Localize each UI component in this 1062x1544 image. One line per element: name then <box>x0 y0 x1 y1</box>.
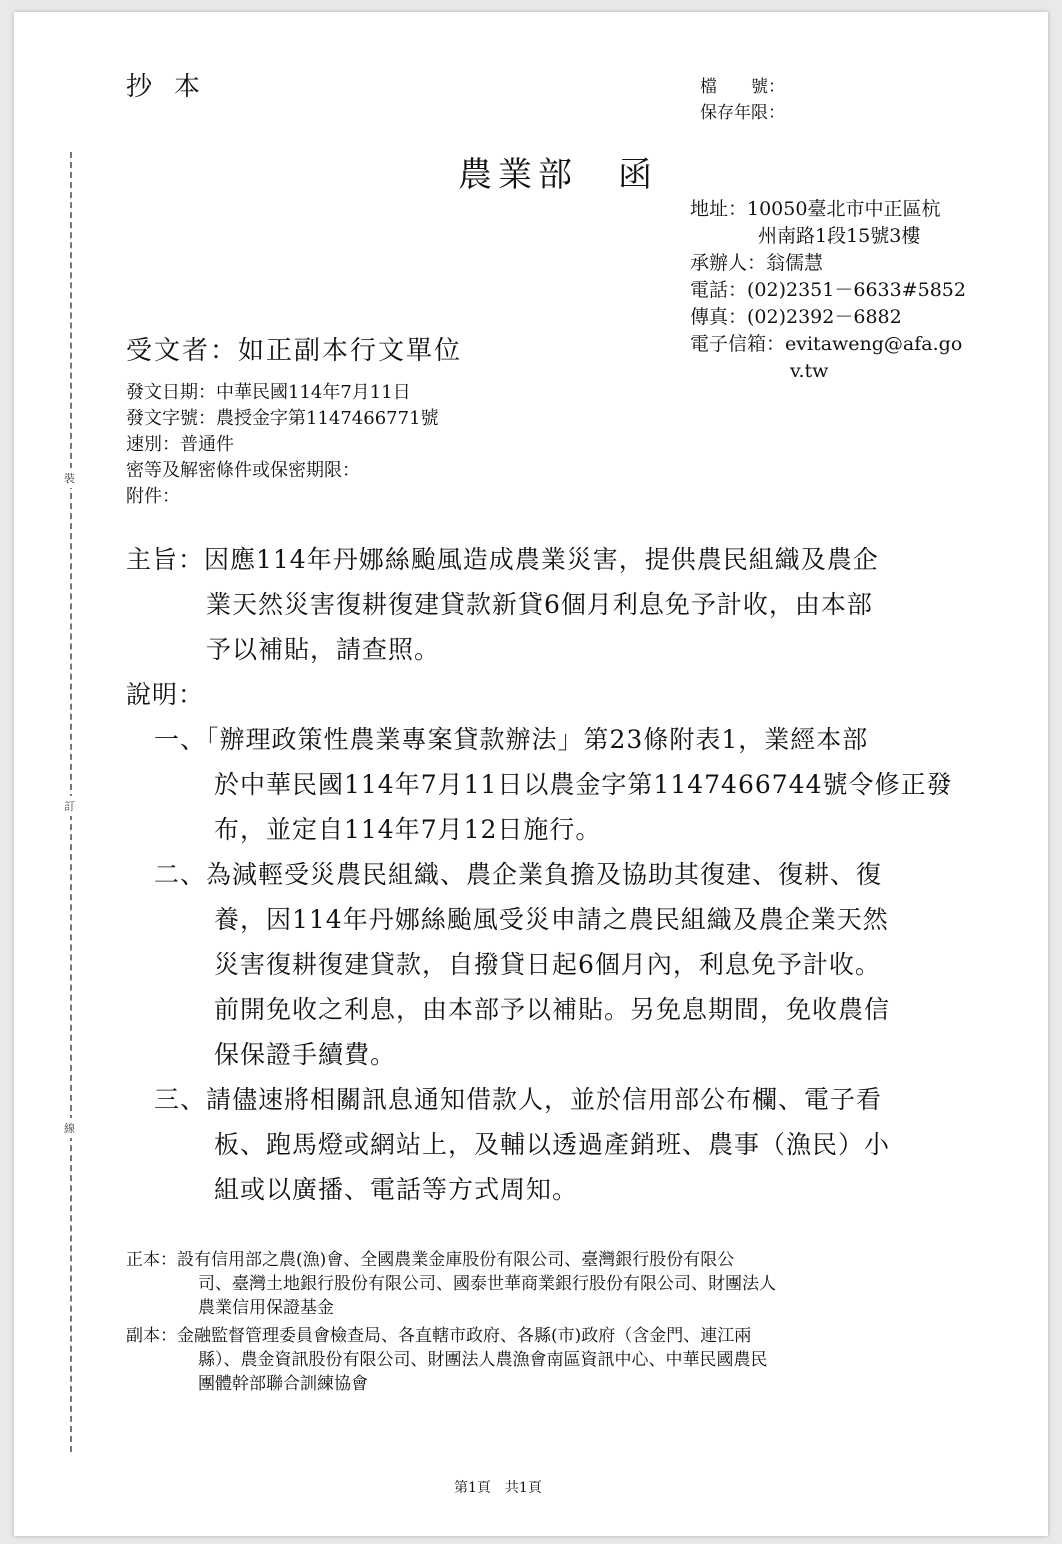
phone: 電話：(02)2351－6633#5852 <box>690 279 966 301</box>
item-line: 保保證手續費。 <box>214 1040 397 1069</box>
item-line: 災害復耕復建貸款，自撥貸日起6個月內，利息免予計收。 <box>214 950 881 979</box>
email-line-1: 電子信箱：evitaweng@afa.go <box>690 333 963 355</box>
secrecy-level: 密等及解密條件或保密期限： <box>126 460 360 481</box>
item-line: 三、請儘速將相關訊息通知借款人，並於信用部公布欄、電子看 <box>154 1085 883 1114</box>
binding-mark-ding: 訂 <box>64 796 75 816</box>
item-line: 一、「辦理政策性農業專案貸款辦法」第23條附表1，業經本部 <box>154 725 869 754</box>
recipient: 受文者：如正副本行文單位 <box>126 336 463 366</box>
item-line: 養，因114年丹娜絲颱風受災申請之農民組織及農企業天然 <box>214 905 889 934</box>
issue-date: 發文日期：中華民國114年7月11日 <box>126 382 411 403</box>
subject-line: 業天然災害復耕復建貸款新貸6個月利息免予計收，由本部 <box>206 590 873 619</box>
distribution-block <box>126 1248 776 1396</box>
retention-period: 保存年限： <box>700 103 785 123</box>
handler: 承辦人：翁儒慧 <box>690 252 824 274</box>
description-items <box>154 717 953 1212</box>
address-line-2: 州南路1段15號3樓 <box>758 225 921 247</box>
item-line: 前開免收之利息，由本部予以補貼。另免息期間，免收農信 <box>214 995 891 1024</box>
binding-mark-zhuang: 裝 <box>64 468 75 488</box>
main-recipients-line: 正本：設有信用部之農(漁)會、全國農業金庫股份有限公司、臺灣銀行股份有限公 <box>126 1250 735 1270</box>
document-title: 農業部 函 <box>458 155 658 195</box>
file-info <box>700 74 785 126</box>
subject-line: 主旨：因應114年丹娜絲颱風造成農業災害，提供農民組織及農企 <box>126 545 879 574</box>
binding-mark-xian: 線 <box>64 1118 75 1138</box>
document-page <box>14 12 1048 1536</box>
item-line: 組或以廣播、電話等方式周知。 <box>214 1175 579 1204</box>
address-line-1: 地址：10050臺北市中正區杭 <box>690 198 941 220</box>
subject-line: 予以補貼，請查照。 <box>206 635 441 664</box>
item-line: 板、跑馬燈或網站上，及輔以透過產銷班、農事（漁民）小 <box>214 1130 891 1159</box>
main-recipients-line: 農業信用保證基金 <box>198 1298 334 1318</box>
page-footer: 第1頁 共1頁 <box>454 1480 542 1496</box>
doc-number: 發文字號：農授金字第1147466771號 <box>126 408 439 429</box>
description-item <box>154 1077 953 1212</box>
contact-block <box>690 196 966 385</box>
cc-recipients-line: 副本：金融監督管理委員會檢查局、各直轄市政府、各縣(市)政府（含金門、連江兩 <box>126 1326 752 1346</box>
subject-block <box>126 537 879 672</box>
attachment: 附件： <box>126 486 180 507</box>
item-line: 於中華民國114年7月11日以農金字第1147466744號令修正發 <box>214 770 953 799</box>
fax: 傳真：(02)2392－6882 <box>690 306 902 328</box>
item-line: 二、為減輕受災農民組織、農企業負擔及協助其復建、復耕、復 <box>154 860 883 889</box>
copy-label: 抄本 <box>126 72 223 102</box>
cc-recipients-line: 團體幹部聯合訓練協會 <box>198 1374 368 1394</box>
description-label: 說明： <box>126 680 205 709</box>
email-line-2: v.tw <box>790 360 829 382</box>
meta-block <box>126 380 439 510</box>
speed-class: 速別：普通件 <box>126 434 234 455</box>
main-recipients-line: 司、臺灣土地銀行股份有限公司、國泰世華商業銀行股份有限公司、財團法人 <box>198 1274 776 1294</box>
description-item <box>154 852 953 1077</box>
cc-recipients-line: 縣）、農金資訊股份有限公司、財團法人農漁會南區資訊中心、中華民國農民 <box>198 1350 768 1370</box>
file-number: 檔 號： <box>700 77 785 97</box>
description-item <box>154 717 953 852</box>
item-line: 布，並定自114年7月12日施行。 <box>214 815 602 844</box>
